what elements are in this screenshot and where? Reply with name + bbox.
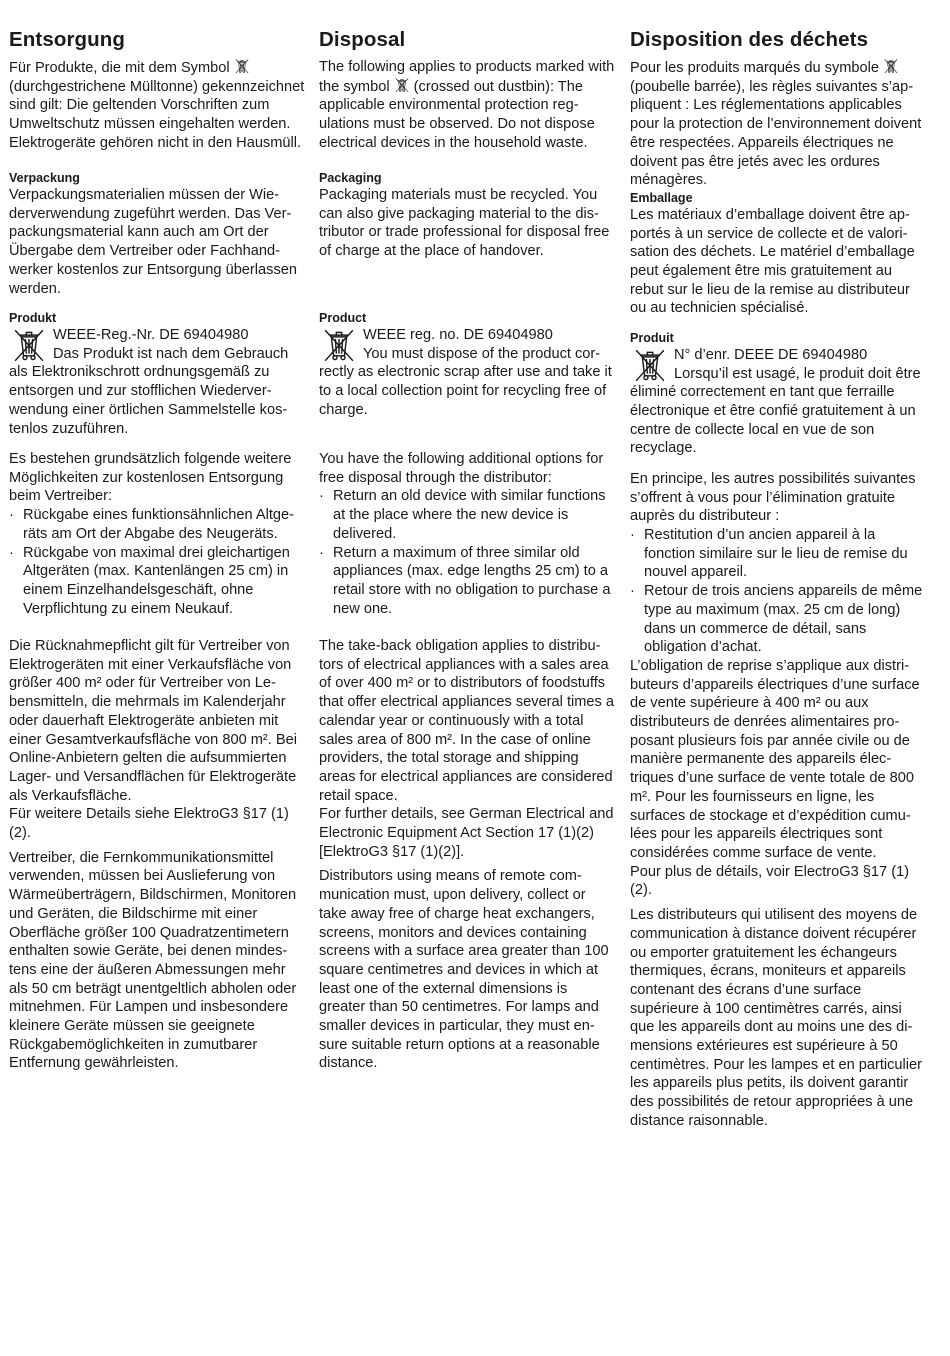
weee-registration: WEEE-Reg.-Nr. DE 69404980	[53, 327, 249, 343]
weee-bin-icon	[321, 327, 357, 363]
list-item: · Restitution d’un ancien appareil à la fonction similaire sur le lieu de remise du nouvel appareil.	[630, 527, 908, 581]
options-list	[630, 526, 928, 657]
weee-bin-icon	[632, 347, 668, 383]
packaging-heading: Verpackung	[9, 171, 80, 185]
remote-text: Les distributeurs qui utilisent des moyens de communication à distance doivent récupérer ou emporter gratuitement les échangeurs thermiques, écrans, moniteurs et appareils contenant des écrans d’une surface supérieure à 100 centimètres carrés, ainsi que les appareils dont au moins une des dimensions extérieures est supérieure à 50 centimètres. Pour les lampes et en particulier les appareils plus petits, ils doivent garantir des possibilités de retour appropriées à une distance raisonnable.	[630, 907, 923, 1129]
options-list	[319, 487, 617, 618]
weee-registration: WEEE reg. no. DE 69404980	[363, 327, 553, 343]
packaging-text: Les matériaux d’emballage doivent être apportés à un service de collecte et de valorisation des déchets. Le matériel d’emballage peut également être mis gratuitement au rebut sur le lieu de la remise au distributeur ou au technicien spécialisé.	[630, 206, 915, 317]
weee-bin-icon	[11, 327, 47, 363]
product-section	[319, 310, 617, 450]
packaging-text: Packaging materials must be recycled. You can also give packaging material to the distributor or trade professional for disposal free of charge at the place of handover.	[319, 187, 610, 260]
section-title: Entsorgung	[9, 28, 126, 51]
options-intro: En principe, les autres possibilités suivantes s’offrent à vous pour l’élimination gratuite auprès du distributeur :	[630, 470, 916, 525]
weee-bin-icon	[883, 58, 899, 74]
remote-text: Vertreiber, die Fernkommunikationsmittel verwenden, müssen bei Auslieferung von Wärmeüberträgern, Bildschirmen, Monitoren und Geräten, die Bildschirme mit einer Oberfläche größer 100 Quadratzentimetern enthalten sowie Geräte, bei denen mindestens eine der äußeren Abmessungen mehr als 50 cm beträgt unentgeltlich abholen oder mitnehmen. Für Lampen und insbesondere kleinere Geräte müssen sie geeignete Rückgabemöglichkeiten in zumutbarer Entfernung gewährleisten.	[9, 849, 297, 1072]
intro-paragraph: Pour les produits marqués du symbole (poubelle barrée), les règles suivantes s’appliquent : Les réglementations applicables pour la protection de l’environnement doivent être respectées. Appareils électriques ne doivent pas être jetés avec les ordures ménagères.	[630, 60, 922, 189]
packaging-section	[630, 190, 928, 330]
options-intro: Es bestehen grundsätzlich folgende weitere Möglichkeiten zur kostenlosen Entsorgung beim Vertreiber:	[9, 451, 292, 505]
remote-text: Distributors using means of remote communication must, upon delivery, collect or take away free of charge heat exchangers, screens, monitors and devices containing screens with a surface area greater than 100 square centimetres and devices in which at least one of the external dimensions is greater than 50 centimetres. For lamps and smaller devices in particular, they must ensure suitable return options at a reasonable distance.	[319, 868, 609, 1072]
list-item: · Rückgabe von maximal drei gleichartigen Altgeräten (max. Kantenlängen 25 cm) in einem Einzelhandelsgeschäft, ohne Verpflichtung zu einem Neukauf.	[9, 544, 290, 617]
weee-bin-icon	[234, 58, 250, 74]
details-text: Pour plus de détails, voir ElectroG3 §17 (1)(2).	[630, 863, 910, 899]
options-section	[319, 450, 617, 637]
product-heading: Produit	[630, 330, 674, 345]
intro-section	[9, 28, 307, 170]
product-text: Lorsqu’il est usagé, le produit doit être éliminé correctement en tant que ferraille électronique et être confié gratuitement à un centre de collecte local en vue de son recyclage.	[630, 365, 921, 457]
section-title: Disposition des déchets	[630, 28, 869, 51]
details-text: For further details, see German Electrical and Electronic Equipment Act Section 17 (1)(2) [ElektroG3 §17 (1)(2)].	[319, 806, 614, 860]
intro-paragraph: The following applies to products marked with the symbol (crossed out dustbin): The applicable environmental protection regulations must be observed. Do not dispose electrical devices in the household waste.	[319, 59, 615, 151]
list-item: · Retour de trois anciens appareils de même type au maximum (max. 25 cm de long) dans un commerce de détail, sans obligation d’achat.	[630, 583, 923, 656]
options-section	[9, 450, 307, 637]
takeback-text: Die Rücknahmepflicht gilt für Vertreiber von Elektrogeräten mit einer Verkaufsfläche von größer 400 m² oder für Vertreiber von Lebensmitteln, die mehrmals im Kalenderjahr oder dauerhaft Elektrogeräte anbieten mit einer Gesamtverkaufsfläche von 800 m². Bei Online-Anbietern gelten die aufsummierten Lager- und Versandflächen für Elektrogeräte als Verkaufsfläche.	[9, 638, 297, 804]
options-intro: You have the following additional options for free disposal through the distributor:	[319, 451, 604, 486]
takeback-text: L’obligation de reprise s’applique aux distributeurs d’appareils électriques d’une surface de vente supérieure à 400 m² ou aux distributeurs de denrées alimentaires proposant plusieurs fois par année civile ou de manière permanente des appareils électriques d’une surface de vente totale de 800 m². Pour les fournisseurs en ligne, les surfaces de stockage et d’expédition cumulées pour les appareils électriques sont considérées comme surface de vente.	[630, 657, 920, 861]
product-text: You must dispose of the product correctly as electronic scrap after use and take it to a local collection point for recycling free of charge.	[319, 345, 612, 418]
column-german	[9, 28, 307, 1073]
packaging-section	[9, 170, 307, 310]
list-item: · Rückgabe eines funktionsähnlichen Altgeräts am Ort der Abgabe des Neugeräts.	[9, 507, 294, 542]
weee-registration: N° d’enr. DEEE DE 69404980	[674, 346, 868, 363]
product-heading: Produkt	[9, 311, 57, 325]
options-section	[630, 470, 928, 657]
intro-paragraph: Für Produkte, die mit dem Symbol (durchgestrichene Mülltonne) gekennzeichnet sind gilt: Die geltenden Vorschriften zum Umweltschutz müssen eingehalten werden. Elektrogeräte gehören nicht in den Hausmüll.	[9, 60, 305, 151]
takeback-section	[9, 637, 307, 1073]
column-english	[319, 28, 617, 1073]
product-section	[630, 330, 928, 470]
column-french	[630, 28, 928, 1131]
list-item: · Return an old device with similar functions at the place where the new device is delivered.	[319, 488, 606, 542]
packaging-heading: Emballage	[630, 190, 693, 205]
packaging-text: Verpackungsmaterialien müssen der Wiederverwendung zugeführt werden. Das Verpackungsmaterial kann auch am Ort der Übergabe dem Vertreiber oder Fachhandwerker kostenlos zur Entsorgung überlassen werden.	[9, 187, 297, 297]
packaging-section	[319, 170, 617, 310]
product-text: Das Produkt ist nach dem Gebrauch als Elektronikschrott ordnungsgemäß zu entsorgen und zur stofflichen Wiederverwendung einer örtlichen Sammelstelle kostenlos zuzuführen.	[9, 345, 289, 437]
takeback-section	[319, 637, 617, 1073]
section-title: Disposal	[319, 28, 406, 51]
product-heading: Product	[319, 311, 367, 325]
intro-section	[630, 28, 928, 190]
takeback-text: The take-back obligation applies to distributors of electrical appliances with a sales area of over 400 m² or to distributors of foodstuffs that offer electrical appliances several times a calendar year or continuously with a total sales area of 800 m². In the case of online providers, the total storage and shipping areas for electrical appliances are considered retail space.	[319, 638, 614, 804]
takeback-section	[630, 657, 928, 1131]
details-text: Für weitere Details siehe ElektroG3 §17 (1)(2).	[9, 806, 289, 842]
product-section	[9, 310, 307, 450]
packaging-heading: Packaging	[319, 171, 382, 185]
weee-bin-icon	[394, 77, 410, 93]
intro-section	[319, 28, 617, 170]
options-list	[9, 506, 307, 618]
list-item: · Return a maximum of three similar old appliances (max. edge lengths 25 cm) to a retail store with no obligation to purchase a new one.	[319, 544, 611, 617]
